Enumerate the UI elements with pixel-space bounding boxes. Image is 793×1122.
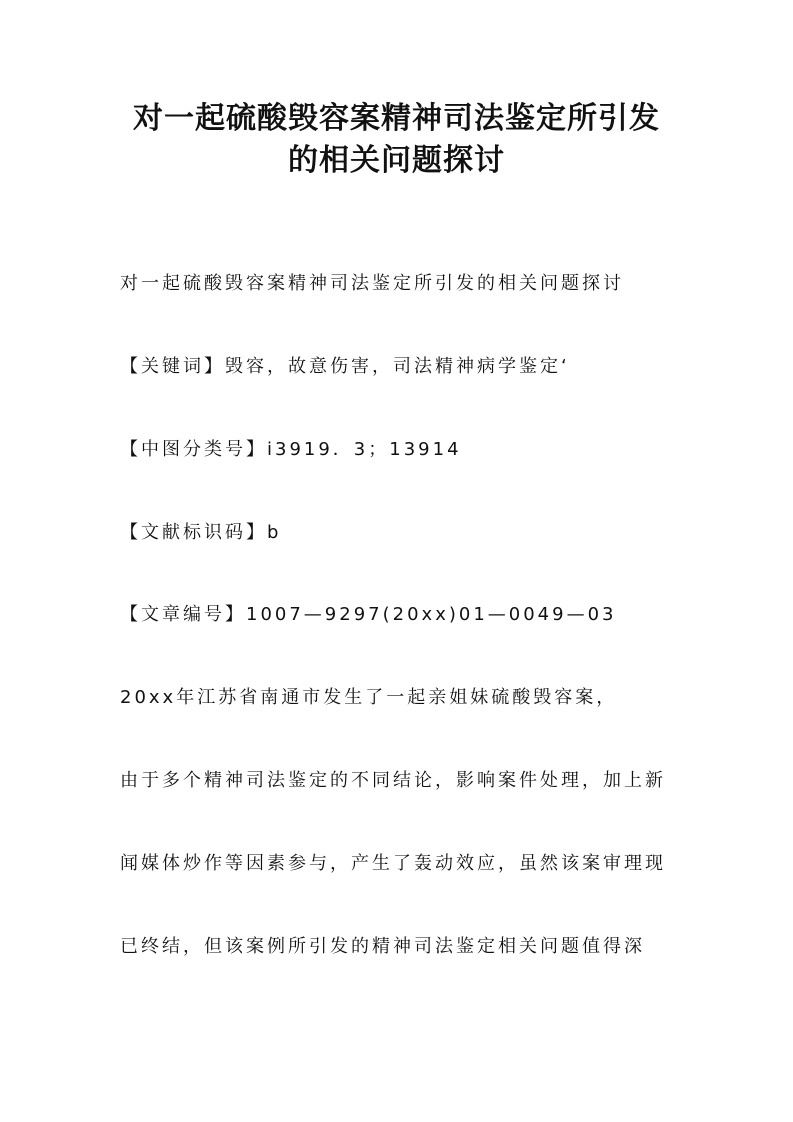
paragraph-subtitle: 对一起硫酸毁容案精神司法鉴定所引发的相关问题探讨 bbox=[120, 273, 624, 294]
document-title-line-1: 对一起硫酸毁容案精神司法鉴定所引发 bbox=[133, 101, 660, 136]
paragraph-keywords: 【关键词】毁容，故意伤害，司法精神病学鉴定‘ bbox=[120, 356, 570, 377]
body-text-line-3: 闻媒体炒作等因素参与，产生了轰动效应，虽然该案审理现 bbox=[120, 853, 666, 874]
body-text-line-4: 已终结，但该案例所引发的精神司法鉴定相关问题值得深 bbox=[120, 936, 645, 957]
paragraph-document-code: 【文献标识码】b bbox=[120, 522, 282, 543]
paragraph-article-number: 【文章编号】1007—9297(20xx)01—0049—03 bbox=[120, 604, 617, 625]
paragraph-classification-number: 【中图分类号】i3919．3；13914 bbox=[120, 439, 462, 460]
body-text-line-2: 由于多个精神司法鉴定的不同结论，影响案件处理，加上新 bbox=[120, 770, 666, 791]
document-title-line-2: 的相关问题探讨 bbox=[288, 143, 505, 178]
body-text-line-1: 20xx年江苏省南通市发生了一起亲姐妹硫酸毁容案， bbox=[120, 687, 618, 708]
